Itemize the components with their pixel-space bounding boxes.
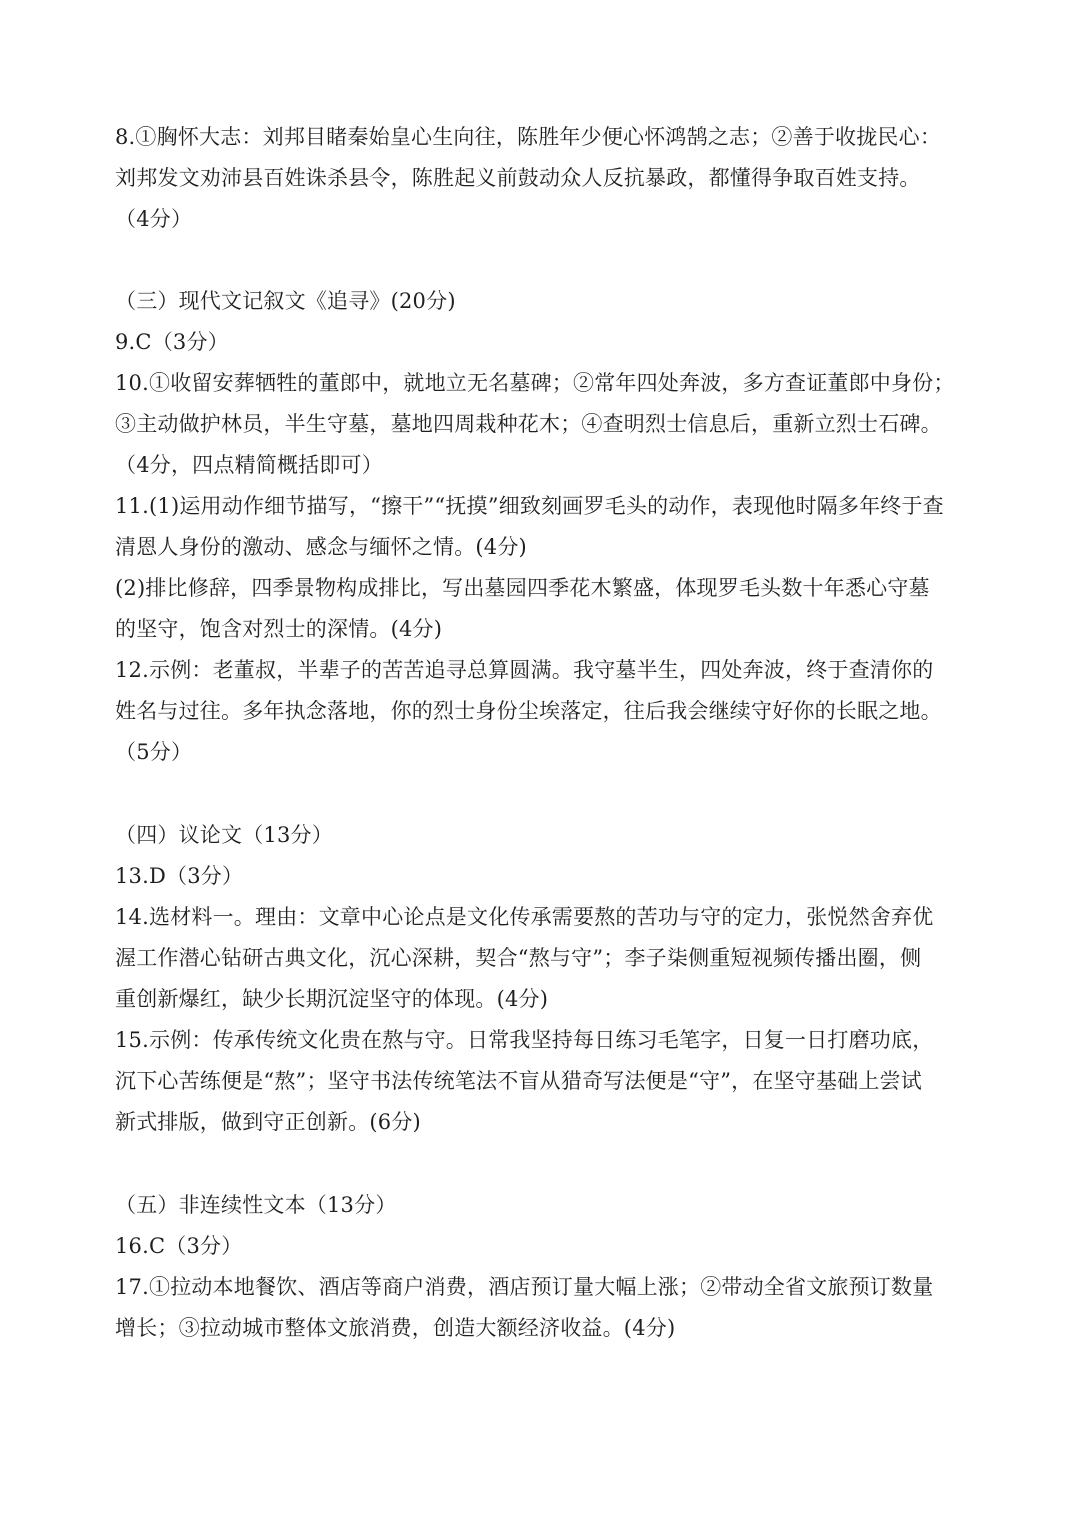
answer-11-1-line-2: 清恩人身份的激动、感念与缅怀之情。(4分) (115, 535, 527, 559)
answer-15-line-3: 新式排版，做到守正创新。(6分) (115, 1110, 421, 1134)
answer-10-line-2: ③主动做护林员，半生守墓，墓地四周栽种花木；④查明烈士信息后，重新立烈士石碑。 (115, 412, 942, 436)
answer-11-2-line-1: (2)排比修辞，四季景物构成排比，写出墓园四季花木繁盛，体现罗毛头数十年悉心守墓 (115, 576, 930, 600)
answer-10-score: （4分，四点精简概括即可） (115, 453, 383, 477)
answer-8-line-1: 8.①胸怀大志：刘邦目睹秦始皇心生向往，陈胜年少便心怀鸿鹄之志；②善于收拢民心： (115, 125, 942, 149)
answer-14-line-1: 14.选材料一。理由：文章中心论点是文化传承需要熬的苦功与守的定力，张悦然舍弃优 (115, 905, 934, 929)
answer-8-score: （4分） (115, 207, 193, 231)
answer-14-line-2: 渥工作潜心钻研古典文化，沉心深耕，契合“熬与守”；李子柒侧重短视频传播出圈，侧 (115, 946, 922, 970)
answer-15-line-1: 15.示例：传承传统文化贵在熬与守。日常我坚持每日练习毛笔字，日复一日打磨功底， (115, 1028, 934, 1052)
answer-11-1-line-1: 11.(1)运用动作细节描写，“擦干”“抚摸”细致刻画罗毛头的动作，表现他时隔多年终于查 (115, 494, 944, 518)
answer-14-line-3: 重创新爆红，缺少长期沉淀坚守的体现。(4分) (115, 987, 549, 1011)
answer-16: 16.C（3分） (115, 1234, 243, 1258)
answer-12-score: （5分） (115, 740, 193, 764)
answer-9: 9.C（3分） (115, 330, 229, 354)
answer-12-line-2: 姓名与过往。多年执念落地，你的烈士身份尘埃落定，往后我会继续守好你的长眠之地。 (115, 699, 942, 723)
section-4-heading: （四）议论文（13分） (115, 823, 333, 847)
section-5-heading: （五）非连续性文本（13分） (115, 1193, 397, 1217)
answer-15-line-2: 沉下心苦练便是“熬”；坚守书法传统笔法不盲从猎奇写法便是“守”，在坚守基础上尝试 (115, 1069, 922, 1093)
answer-10-line-1: 10.①收留安葬牺牲的董郎中，就地立无名墓碑；②常年四处奔波，多方查证董郎中身份； (115, 371, 955, 395)
section-3-heading: （三）现代文记叙文《追寻》(20分) (115, 289, 456, 313)
answer-11-2-line-2: 的坚守，饱含对烈士的深情。(4分) (115, 617, 443, 641)
answer-13: 13.D（3分） (115, 864, 244, 888)
answer-17-line-2: 增长；③拉动城市整体文旅消费，创造大额经济收益。(4分) (115, 1316, 676, 1340)
answer-17-line-1: 17.①拉动本地餐饮、酒店等商户消费，酒店预订量大幅上涨；②带动全省文旅预订数量 (115, 1275, 934, 1299)
answer-12-line-1: 12.示例：老董叔，半辈子的苦苦追寻总算圆满。我守墓半生，四处奔波，终于查清你的 (115, 658, 934, 682)
answer-8-line-2: 刘邦发文劝沛县百姓诛杀县令，陈胜起义前鼓动众人反抗暴政，都懂得争取百姓支持。 (115, 166, 921, 190)
